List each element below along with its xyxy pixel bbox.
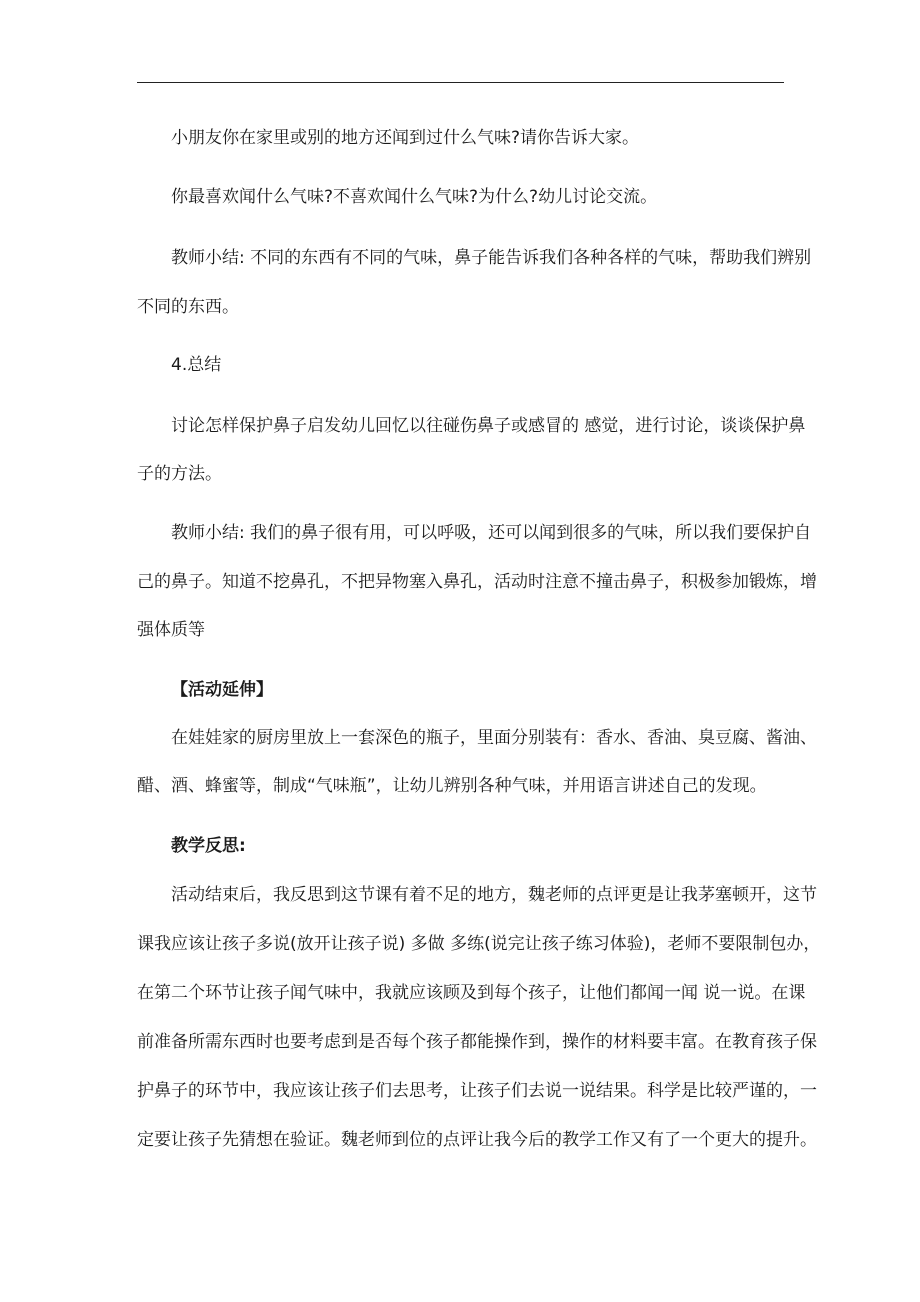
paragraph-reflection-line-2: 课我应该让孩子多说(放开让孩子说) 多做 多练(说完让孩子练习体验)，老师不要限制包办， xyxy=(137,934,821,954)
paragraph-reflection-line-4: 前准备所需东西时也要考虑到是否每个孩子都能操作到，操作的材料要丰富。在教育孩子保 xyxy=(137,1032,817,1052)
paragraph-question-1: 小朋友你在家里或别的地方还闻到过什么气味?请你告诉大家。 xyxy=(171,128,640,148)
paragraph-summary-2-line-3: 强体质等 xyxy=(137,620,205,640)
paragraph-discussion-line-1: 讨论怎样保护鼻子启发幼儿回忆以往碰伤鼻子或感冒的 感觉，进行讨论，谈谈保护鼻 xyxy=(171,416,806,436)
section-heading-conclusion: 4.总结 xyxy=(171,355,222,375)
paragraph-reflection-line-3: 在第二个环节让孩子闻气味中，我就应该顾及到每个孩子，让他们都闻一闻 说一说。在课 xyxy=(137,983,806,1003)
paragraph-reflection-line-1: 活动结束后，我反思到这节课有着不足的地方，魏老师的点评更是让我茅塞顿开，这节 xyxy=(171,885,817,905)
paragraph-extension-line-1: 在娃娃家的厨房里放上一套深色的瓶子，里面分别装有：香水、香油、臭豆腐、酱油、 xyxy=(171,728,817,748)
paragraph-extension-line-2: 醋、酒、蜂蜜等，制成“气味瓶”，让幼儿辨别各种气味，并用语言讲述自己的发现。 xyxy=(137,776,767,796)
section-heading-reflection: 教学反思: xyxy=(171,836,246,856)
paragraph-summary-2-line-2: 己的鼻子。知道不挖鼻孔，不把异物塞入鼻孔，活动时注意不撞击鼻子，积极参加锻炼，增 xyxy=(137,572,817,592)
paragraph-discussion-line-2: 子的方法。 xyxy=(137,464,222,484)
paragraph-summary-1-line-1: 教师小结: 不同的东西有不同的气味，鼻子能告诉我们各种各样的气味，帮助我们辨别 xyxy=(171,248,812,268)
paragraph-reflection-line-6: 定要让孩子先猜想在验证。魏老师到位的点评让我今后的教学工作又有了一个更大的提升。 xyxy=(137,1130,817,1150)
paragraph-summary-2-line-1: 教师小结: 我们的鼻子很有用，可以呼吸，还可以闻到很多的气味，所以我们要保护自 xyxy=(171,523,812,543)
paragraph-question-2: 你最喜欢闻什么气味?不喜欢闻什么气味?为什么?幼儿讨论交流。 xyxy=(171,187,658,207)
section-heading-extension: 【活动延伸】 xyxy=(171,680,273,700)
header-rule xyxy=(137,82,784,83)
paragraph-reflection-line-5: 护鼻子的环节中，我应该让孩子们去思考，让孩子们去说一说结果。科学是比较严谨的，一 xyxy=(137,1081,817,1101)
paragraph-summary-1-line-2: 不同的东西。 xyxy=(137,297,239,317)
